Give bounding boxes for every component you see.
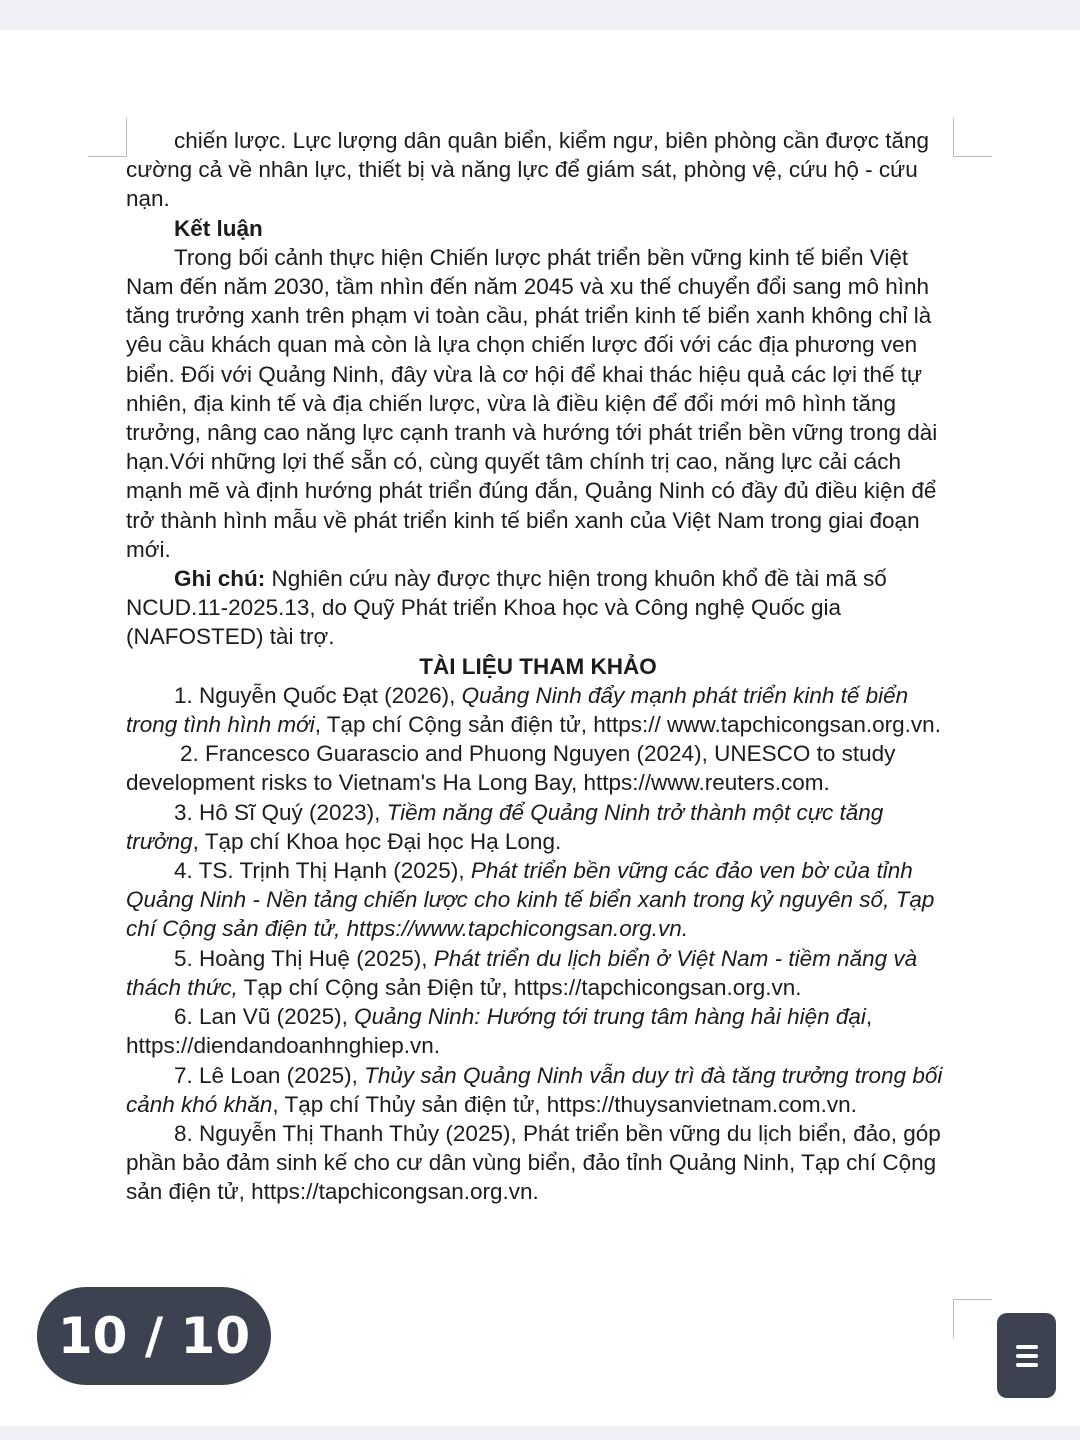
reference-item — [126, 1119, 950, 1207]
menu-button[interactable] — [997, 1313, 1056, 1398]
reference-suffix: , Tạp chí Thủy sản điện tử, https://thuysanvietnam.com.vn. — [272, 1091, 857, 1117]
reference-title: Thủy sản Quảng Ninh vẫn duy trì đà tăng trưởng trong bối cảnh khó khăn — [126, 1062, 943, 1117]
reference-prefix: 6. Lan Vũ (2025), — [174, 1004, 355, 1030]
reference-prefix: 3. Hô Sĩ Quý (2023), — [174, 799, 387, 825]
document-content — [126, 126, 950, 1207]
reference-item — [126, 798, 950, 856]
reference-prefix: 4. TS. Trịnh Thị Hạnh (2025), — [174, 858, 471, 884]
reference-prefix: 1. Nguyễn Quốc Đạt (2026), — [174, 682, 462, 708]
conclusion-paragraph: Trong bối cảnh thực hiện Chiến lược phát triển bền vững kinh tế biển Việt Nam đến năm 2030, tầm nhìn đến năm 2045 và xu thế chuyển đổi sang mô hình tăng trưởng xanh trên phạm vi toàn cầu, phát triển kinh tế biển xanh không chỉ là yêu cầu khách quan mà còn là lựa chọn chiến lược đối với các địa phương ven biển. Đối với Quảng Ninh, đây vừa là cơ hội để khai thác hiệu quả các lợi thế tự nhiên, địa kinh tế và địa chiến lược, vừa là điều kiện để đổi mới mô hình tăng trưởng, nâng cao năng lực cạnh tranh và hướng tới phát triển bền vững trong dài hạn.Với những lợi thế sẵn có, cùng quyết tâm chính trị cao, năng lực cải cách mạnh mẽ và định hướng phát triển đúng đắn, Quảng Ninh có đầy đủ điều kiện để trở thành hình mẫu về phát triển kinh tế biển xanh của Việt Nam trong giai đoạn mới. — [126, 244, 938, 562]
page-indicator[interactable] — [37, 1287, 271, 1385]
reference-item — [126, 1061, 950, 1119]
page-indicator-label: 10 / 10 — [57, 1307, 251, 1365]
crop-mark-top-left — [88, 118, 127, 157]
continuation-paragraph: chiến lược. Lực lượng dân quân biển, kiểm ngư, biên phòng cần được tăng cường cả về nhân lực, thiết bị và năng lực để giám sát, phòng vệ, cứu hộ - cứu nạn. — [126, 128, 930, 212]
reference-suffix: Tạp chí Cộng sản Điện tử, https://tapchicongsan.org.vn. — [237, 974, 802, 1000]
reference-item — [126, 739, 950, 797]
reference-prefix: 2. Francesco Guarascio and Phuong Nguyen (2024), UNESCO to study development risks to Vietnam's Ha Long Bay, https://www.reuters.com. — [126, 741, 896, 796]
reference-title: Phát triển bền vững các đảo ven bờ của tỉnh Quảng Ninh - Nền tảng chiến lược cho kinh tế biển xanh trong kỷ nguyên số, Tạp chí Cộng sản điện tử, https://www.tapchicongsan.org.vn. — [126, 858, 935, 942]
reference-title: Phát triển du lịch biển ở Việt Nam - tiềm năng và thách thức, — [126, 945, 918, 1000]
note-text: Nghiên cứu này được thực hiện trong khuôn khổ đề tài mã số NCUD.11-2025.13, do Quỹ Phát triển Khoa học và Công nghệ Quốc gia (NAFOSTED) tài trợ. — [126, 566, 887, 650]
reference-prefix: 8. Nguyễn Thị Thanh Thủy (2025), Phát triển bền vững du lịch biển, đảo, góp phần bảo đảm sinh kế cho cư dân vùng biển, đảo tỉnh Quảng Ninh, Tạp chí Cộng sản điện tử, https://tapchicongsan.org.vn. — [126, 1120, 941, 1205]
reference-item — [126, 944, 950, 1002]
crop-mark-bottom-right — [953, 1299, 992, 1338]
reference-suffix: , https://diendandoanhnghiep.vn. — [126, 1004, 873, 1059]
note-label: Ghi chú: — [174, 566, 266, 592]
reference-item — [126, 681, 950, 739]
reference-prefix: 5. Hoàng Thị Huệ (2025), — [174, 945, 434, 971]
crop-mark-top-right — [953, 118, 992, 157]
reference-title: Quảng Ninh đẩy mạnh phát triển kinh tế biển trong tình hình mới — [126, 682, 909, 738]
reference-item — [126, 1002, 950, 1060]
conclusion-heading: Kết luận — [174, 215, 263, 241]
reference-prefix: 7. Lê Loan (2025), — [174, 1062, 365, 1088]
reference-title: Quảng Ninh: Hướng tới trung tâm hàng hải hiện đại — [354, 1004, 866, 1030]
references-title: TÀI LIỆU THAM KHẢO — [419, 653, 657, 679]
reference-suffix: , Tạp chí Khoa học Đại học Hạ Long. — [192, 828, 562, 854]
reference-title: Tiềm năng để Quảng Ninh trở thành một cực tăng trưởng — [126, 799, 884, 854]
reference-item — [126, 856, 950, 944]
reference-suffix: , Tạp chí Cộng sản điện tử, https:// www.tapchicongsan.org.vn. — [314, 712, 941, 738]
hamburger-menu-icon — [1016, 1345, 1038, 1367]
note-paragraph — [126, 564, 950, 652]
